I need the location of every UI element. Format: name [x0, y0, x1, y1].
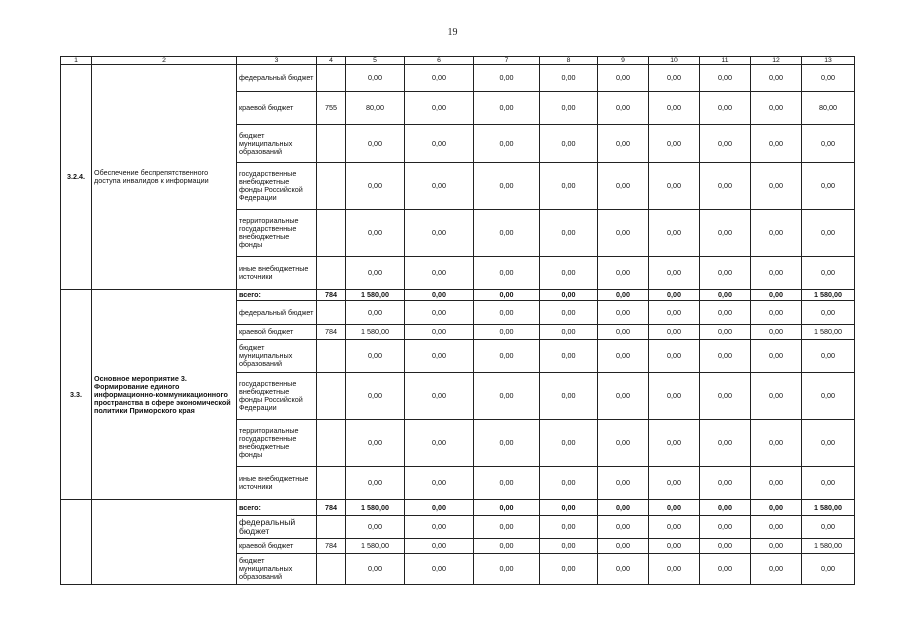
funding-source: иные внебюджетные источники — [237, 467, 317, 500]
budget-code — [317, 373, 346, 420]
item-name — [92, 290, 237, 500]
amount-cell: 0,00 — [700, 125, 751, 163]
amount-cell: 0,00 — [540, 301, 598, 325]
item-name-title: Основное мероприятие 3. — [94, 373, 187, 383]
amount-cell: 0,00 — [405, 467, 474, 500]
amount-cell: 0,00 — [540, 163, 598, 210]
budget-code — [317, 163, 346, 210]
amount-cell: 0,00 — [700, 500, 751, 516]
amount-cell: 0,00 — [474, 210, 540, 257]
amount-cell: 0,00 — [700, 467, 751, 500]
budget-code: 784 — [317, 539, 346, 554]
column-number: 11 — [700, 57, 751, 65]
column-number: 12 — [751, 57, 802, 65]
amount-cell: 0,00 — [540, 92, 598, 125]
amount-cell: 0,00 — [405, 163, 474, 210]
section-continuation — [61, 500, 855, 585]
total-row — [61, 290, 855, 301]
amount-cell: 0,00 — [474, 301, 540, 325]
funding-source: бюджет муниципальных образований — [237, 340, 317, 373]
budget-code — [317, 257, 346, 290]
amount-cell: 0,00 — [802, 163, 855, 210]
amount-cell: 0,00 — [802, 65, 855, 92]
amount-cell: 0,00 — [540, 554, 598, 585]
amount-cell: 1 580,00 — [346, 539, 405, 554]
amount-cell: 0,00 — [598, 420, 649, 467]
amount-cell: 0,00 — [649, 539, 700, 554]
amount-cell: 0,00 — [700, 290, 751, 301]
amount-cell: 0,00 — [346, 65, 405, 92]
item-index — [61, 500, 92, 585]
amount-cell: 0,00 — [598, 210, 649, 257]
column-number: 6 — [405, 57, 474, 65]
amount-cell: 0,00 — [751, 467, 802, 500]
amount-cell: 0,00 — [598, 554, 649, 585]
amount-cell: 0,00 — [405, 210, 474, 257]
amount-cell: 1 580,00 — [802, 290, 855, 301]
amount-cell: 0,00 — [751, 516, 802, 539]
budget-code — [317, 301, 346, 325]
amount-cell: 0,00 — [598, 340, 649, 373]
amount-cell: 0,00 — [649, 340, 700, 373]
amount-cell: 0,00 — [649, 92, 700, 125]
amount-cell: 0,00 — [405, 516, 474, 539]
amount-cell: 1 580,00 — [802, 500, 855, 516]
amount-cell: 0,00 — [751, 554, 802, 585]
amount-cell: 0,00 — [751, 125, 802, 163]
amount-cell: 0,00 — [700, 163, 751, 210]
column-number: 10 — [649, 57, 700, 65]
amount-cell: 0,00 — [346, 210, 405, 257]
section-3-2-4 — [61, 65, 855, 290]
amount-cell: 0,00 — [802, 125, 855, 163]
funding-source: краевой бюджет — [237, 539, 317, 554]
amount-cell: 0,00 — [751, 301, 802, 325]
amount-cell: 0,00 — [700, 539, 751, 554]
amount-cell: 0,00 — [649, 467, 700, 500]
amount-cell: 0,00 — [405, 373, 474, 420]
amount-cell: 0,00 — [700, 516, 751, 539]
amount-cell: 0,00 — [802, 301, 855, 325]
funding-source: иные внебюджетные источники — [237, 257, 317, 290]
amount-cell: 0,00 — [598, 290, 649, 301]
amount-cell: 0,00 — [474, 325, 540, 340]
amount-cell: 0,00 — [649, 125, 700, 163]
item-index: 3.3. — [61, 290, 92, 500]
amount-cell: 0,00 — [346, 301, 405, 325]
budget-table — [60, 56, 855, 585]
amount-cell: 0,00 — [405, 290, 474, 301]
item-name-description: Формирование единого информационно-коммуникационного пространства в сфере экономической политики Приморского края — [94, 381, 231, 415]
amount-cell: 0,00 — [405, 420, 474, 467]
amount-cell: 0,00 — [346, 467, 405, 500]
amount-cell: 0,00 — [474, 500, 540, 516]
amount-cell: 0,00 — [540, 500, 598, 516]
amount-cell: 0,00 — [598, 301, 649, 325]
budget-code — [317, 340, 346, 373]
amount-cell: 0,00 — [540, 539, 598, 554]
amount-cell: 0,00 — [802, 554, 855, 585]
amount-cell: 0,00 — [346, 163, 405, 210]
amount-cell: 0,00 — [751, 163, 802, 210]
amount-cell: 0,00 — [346, 516, 405, 539]
amount-cell: 0,00 — [700, 65, 751, 92]
amount-cell: 0,00 — [346, 257, 405, 290]
column-number-row — [61, 57, 855, 65]
amount-cell: 0,00 — [540, 290, 598, 301]
amount-cell: 0,00 — [598, 373, 649, 420]
amount-cell: 0,00 — [346, 554, 405, 585]
amount-cell: 0,00 — [474, 467, 540, 500]
amount-cell: 0,00 — [474, 257, 540, 290]
funding-source: бюджет муниципальных образований — [237, 554, 317, 585]
amount-cell: 1 580,00 — [802, 325, 855, 340]
amount-cell: 0,00 — [474, 125, 540, 163]
amount-cell: 0,00 — [540, 210, 598, 257]
amount-cell: 0,00 — [751, 373, 802, 420]
amount-cell: 0,00 — [700, 210, 751, 257]
budget-code — [317, 467, 346, 500]
amount-cell: 0,00 — [405, 554, 474, 585]
amount-cell: 0,00 — [649, 65, 700, 92]
amount-cell: 0,00 — [649, 163, 700, 210]
budget-code: 755 — [317, 92, 346, 125]
amount-cell: 0,00 — [751, 210, 802, 257]
amount-cell: 0,00 — [474, 92, 540, 125]
budget-code — [317, 516, 346, 539]
amount-cell: 0,00 — [649, 373, 700, 420]
amount-cell: 0,00 — [405, 301, 474, 325]
amount-cell: 1 580,00 — [346, 290, 405, 301]
amount-cell: 0,00 — [751, 340, 802, 373]
funding-source: территориальные государственные внебюджетные фонды — [237, 420, 317, 467]
amount-cell: 0,00 — [802, 420, 855, 467]
amount-cell: 0,00 — [802, 516, 855, 539]
amount-cell: 0,00 — [700, 325, 751, 340]
budget-code — [317, 554, 346, 585]
amount-cell: 0,00 — [700, 340, 751, 373]
amount-cell: 0,00 — [405, 325, 474, 340]
amount-cell: 0,00 — [751, 500, 802, 516]
budget-code — [317, 65, 346, 92]
amount-cell: 0,00 — [474, 163, 540, 210]
amount-cell: 0,00 — [649, 516, 700, 539]
funding-source: федеральный бюджет — [237, 301, 317, 325]
amount-cell: 0,00 — [405, 65, 474, 92]
column-number: 2 — [92, 57, 237, 65]
funding-source: государственные внебюджетные фонды Российской Федерации — [237, 373, 317, 420]
amount-cell: 0,00 — [598, 92, 649, 125]
amount-cell: 0,00 — [346, 373, 405, 420]
amount-cell: 0,00 — [540, 325, 598, 340]
amount-cell: 0,00 — [405, 500, 474, 516]
amount-cell: 0,00 — [540, 467, 598, 500]
amount-cell: 0,00 — [598, 257, 649, 290]
amount-cell: 0,00 — [649, 420, 700, 467]
amount-cell: 0,00 — [751, 65, 802, 92]
funding-source: бюджет муниципальных образований — [237, 125, 317, 163]
column-number: 7 — [474, 57, 540, 65]
amount-cell: 0,00 — [474, 554, 540, 585]
amount-cell: 80,00 — [802, 92, 855, 125]
amount-cell: 0,00 — [598, 65, 649, 92]
amount-cell: 0,00 — [802, 467, 855, 500]
amount-cell: 0,00 — [700, 257, 751, 290]
total-row — [61, 500, 855, 516]
amount-cell: 0,00 — [751, 420, 802, 467]
item-name — [92, 500, 237, 585]
amount-cell: 0,00 — [540, 65, 598, 92]
amount-cell: 0,00 — [598, 125, 649, 163]
amount-cell: 0,00 — [649, 500, 700, 516]
amount-cell: 0,00 — [598, 516, 649, 539]
amount-cell: 0,00 — [474, 373, 540, 420]
column-number: 4 — [317, 57, 346, 65]
amount-cell: 0,00 — [598, 539, 649, 554]
budget-code — [317, 420, 346, 467]
amount-cell: 0,00 — [649, 257, 700, 290]
amount-cell: 0,00 — [649, 325, 700, 340]
amount-cell: 0,00 — [700, 373, 751, 420]
funding-source: краевой бюджет — [237, 92, 317, 125]
amount-cell: 0,00 — [802, 257, 855, 290]
column-number: 8 — [540, 57, 598, 65]
amount-cell: 0,00 — [346, 125, 405, 163]
amount-cell: 1 580,00 — [802, 539, 855, 554]
amount-cell: 0,00 — [540, 340, 598, 373]
funding-source: государственные внебюджетные фонды Российской Федерации — [237, 163, 317, 210]
amount-cell: 0,00 — [405, 340, 474, 373]
amount-cell: 0,00 — [751, 539, 802, 554]
funding-source: федеральный бюджет — [237, 65, 317, 92]
amount-cell: 0,00 — [405, 539, 474, 554]
amount-cell: 0,00 — [751, 325, 802, 340]
section-3-3 — [61, 290, 855, 500]
amount-cell: 0,00 — [405, 92, 474, 125]
budget-code — [317, 210, 346, 257]
amount-cell: 1 580,00 — [346, 325, 405, 340]
amount-cell: 0,00 — [700, 420, 751, 467]
funding-source: федеральный бюджет — [237, 516, 317, 539]
funding-source: всего: — [237, 290, 317, 301]
item-index: 3.2.4. — [61, 65, 92, 290]
amount-cell: 0,00 — [649, 554, 700, 585]
column-number: 3 — [237, 57, 317, 65]
table-row — [61, 65, 855, 92]
amount-cell: 0,00 — [751, 92, 802, 125]
amount-cell: 0,00 — [474, 290, 540, 301]
amount-cell: 0,00 — [346, 420, 405, 467]
column-number: 5 — [346, 57, 405, 65]
amount-cell: 0,00 — [802, 373, 855, 420]
funding-source: территориальные государственные внебюджетные фонды — [237, 210, 317, 257]
amount-cell: 0,00 — [598, 500, 649, 516]
amount-cell: 0,00 — [540, 516, 598, 539]
amount-cell: 80,00 — [346, 92, 405, 125]
amount-cell: 0,00 — [474, 539, 540, 554]
budget-code: 784 — [317, 325, 346, 340]
amount-cell: 0,00 — [700, 92, 751, 125]
amount-cell: 0,00 — [700, 301, 751, 325]
amount-cell: 1 580,00 — [346, 500, 405, 516]
amount-cell: 0,00 — [751, 257, 802, 290]
amount-cell: 0,00 — [405, 257, 474, 290]
budget-code — [317, 125, 346, 163]
column-number: 13 — [802, 57, 855, 65]
amount-cell: 0,00 — [540, 420, 598, 467]
amount-cell: 0,00 — [802, 210, 855, 257]
amount-cell: 0,00 — [405, 125, 474, 163]
amount-cell: 0,00 — [540, 373, 598, 420]
page-number: 19 — [447, 27, 458, 38]
budget-code: 784 — [317, 500, 346, 516]
amount-cell: 0,00 — [802, 340, 855, 373]
column-number: 9 — [598, 57, 649, 65]
funding-source: всего: — [237, 500, 317, 516]
amount-cell: 0,00 — [540, 257, 598, 290]
amount-cell: 0,00 — [700, 554, 751, 585]
amount-cell: 0,00 — [598, 163, 649, 210]
amount-cell: 0,00 — [540, 125, 598, 163]
amount-cell: 0,00 — [598, 325, 649, 340]
amount-cell: 0,00 — [474, 340, 540, 373]
amount-cell: 0,00 — [751, 290, 802, 301]
amount-cell: 0,00 — [474, 516, 540, 539]
amount-cell: 0,00 — [346, 340, 405, 373]
amount-cell: 0,00 — [598, 467, 649, 500]
amount-cell: 0,00 — [474, 420, 540, 467]
amount-cell: 0,00 — [649, 210, 700, 257]
amount-cell: 0,00 — [474, 65, 540, 92]
amount-cell: 0,00 — [649, 301, 700, 325]
funding-source: краевой бюджет — [237, 325, 317, 340]
item-name: Обеспечение беспрепятственного доступа инвалидов к информации — [92, 65, 237, 290]
column-number: 1 — [61, 57, 92, 65]
amount-cell: 0,00 — [649, 290, 700, 301]
budget-code: 784 — [317, 290, 346, 301]
